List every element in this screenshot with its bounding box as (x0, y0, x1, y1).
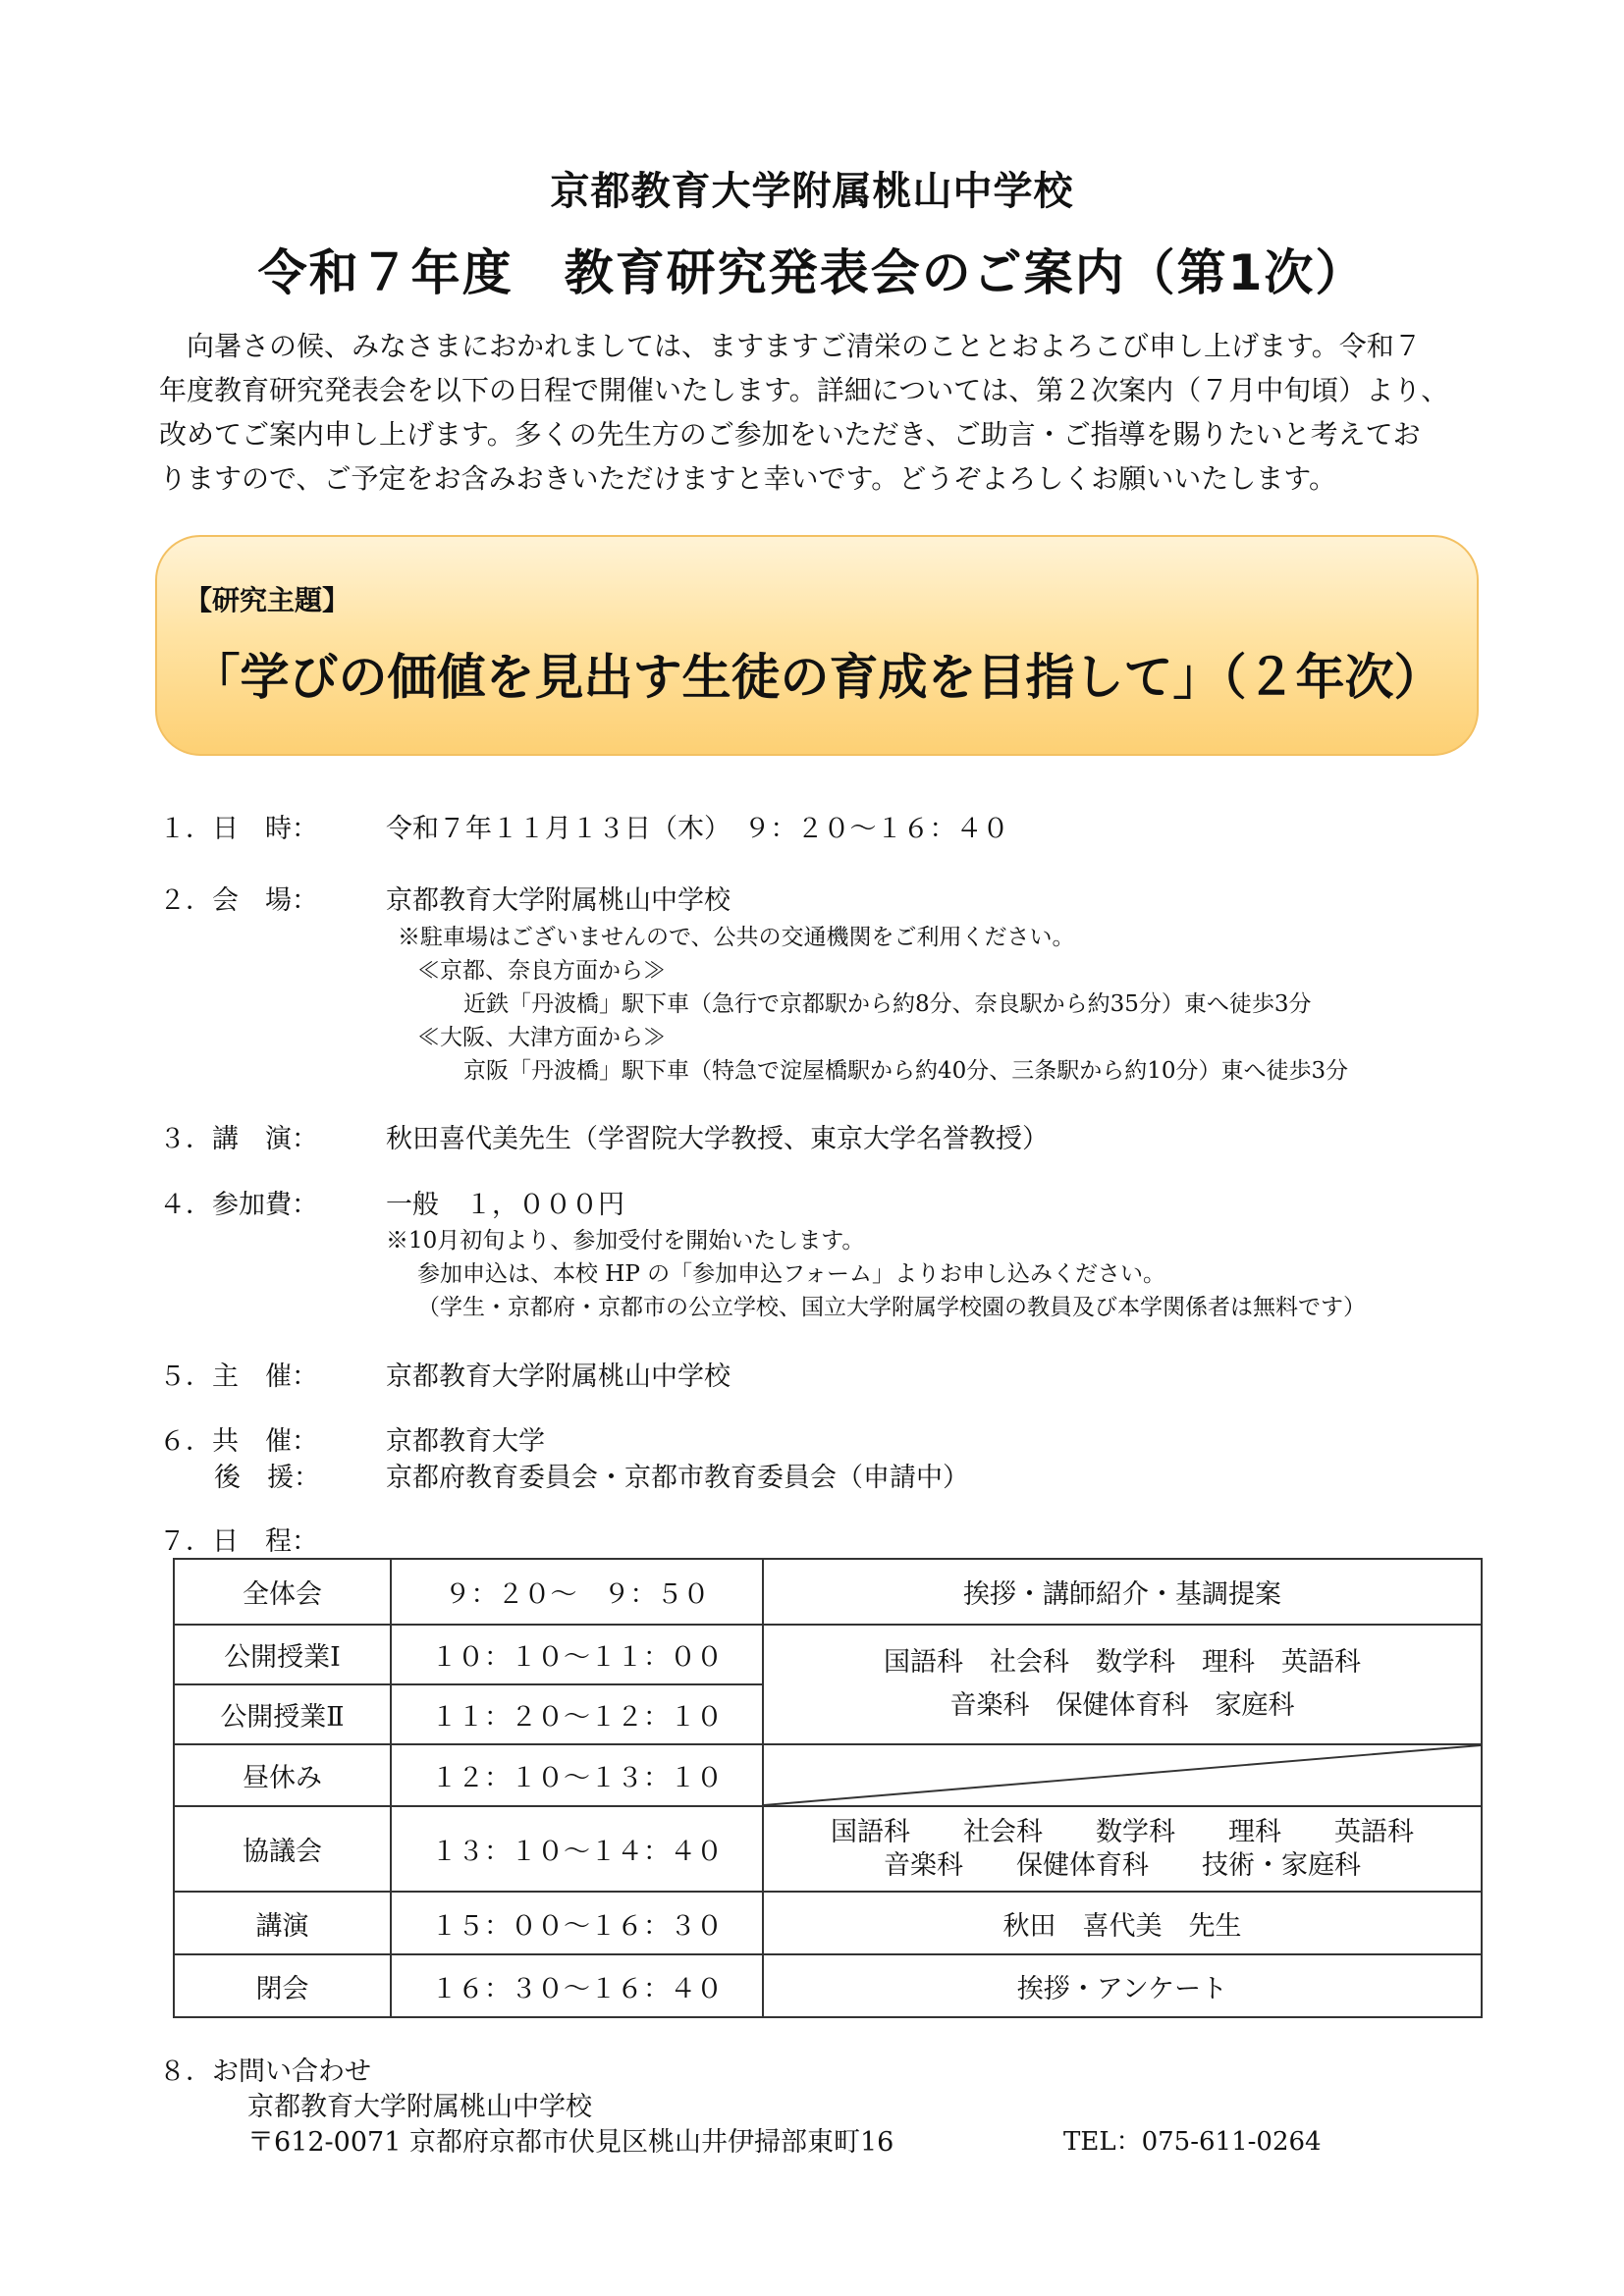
table-row (174, 1625, 1482, 1684)
lecture-heading: ３．講 演： (159, 1124, 318, 1154)
contact-address: 〒612-0071 京都府京都市伏見区桃山井伊掃部東町16 (247, 2127, 894, 2158)
session-content: 挨拶・アンケート (763, 1954, 1482, 2017)
fee-value: 一般 １，０００円 (386, 1190, 624, 1220)
intro-line: 向暑さの候、みなさまにおかれましては、ますますご清栄のこととおよろこび申し上げます。令和７ (159, 330, 1422, 362)
session-content: 挨拶・講師紹介・基調提案 (763, 1559, 1482, 1625)
session-name: 昼休み (174, 1744, 391, 1806)
session-time: ９：２０～ ９：５０ (391, 1559, 763, 1625)
intro-paragraph (159, 324, 1475, 501)
lecture-value: 秋田喜代美先生（学習院大学教授、東京大学名誉教授） (386, 1124, 1049, 1154)
fee-note: ※10月初旬より、参加受付を開始いたします。 (386, 1228, 865, 1254)
date-value: 令和７年１１月１３日（木） ９：２０～１６：４０ (386, 814, 1009, 844)
venue-heading: ２．会 場： (159, 885, 318, 916)
lunch-empty-cell (763, 1744, 1482, 1806)
session-name: 協議会 (174, 1806, 391, 1892)
session-time: １２：１０～１３：１０ (391, 1744, 763, 1806)
contact-name: 京都教育大学附属桃山中学校 (247, 2092, 592, 2122)
session-content: 秋田 喜代美 先生 (763, 1892, 1482, 1954)
venue-value: 京都教育大学附属桃山中学校 (386, 885, 731, 916)
school-name: 京都教育大学附属桃山中学校 (550, 169, 1074, 214)
schedule-table (173, 1558, 1483, 2018)
host-heading: ５．主 催： (159, 1362, 318, 1392)
open-class-subjects (763, 1625, 1482, 1744)
contact-heading: ８．お問い合わせ (159, 2056, 371, 2087)
intro-line: りますので、ご予定をお含みおきいただけますと幸いです。どうぞよろしくお願いいたします。 (159, 462, 1336, 495)
intro-line: 改めてご案内申し上げます。多くの先生方のご参加をいただき、ご助言・ご指導を賜りたいと考えてお (159, 418, 1421, 451)
venue-note: ≪京都、奈良方面から≫ (417, 958, 666, 984)
session-name: 全体会 (174, 1559, 391, 1625)
session-name: 閉会 (174, 1954, 391, 2017)
cohost-heading: ６．共 催： (159, 1426, 318, 1457)
subjects-line: 音楽科 保健体育科 技術・家庭科 (884, 1849, 1361, 1881)
fee-heading: ４．参加費： (159, 1190, 318, 1220)
host-value: 京都教育大学附属桃山中学校 (386, 1362, 731, 1392)
session-name: 公開授業Ⅰ (174, 1625, 391, 1684)
venue-note: 近鉄「丹波橋」駅下車（急行で京都駅から約8分、奈良駅から約35分）東へ徒歩3分 (463, 991, 1312, 1017)
session-time: １０：１０～１１：００ (391, 1625, 763, 1684)
support-value: 京都府教育委員会・京都市教育委員会（申請中） (386, 1463, 969, 1493)
fee-note: （学生・京都府・京都市の公立学校、国立大学附属学校園の教員及び本学関係者は無料です） (417, 1295, 1366, 1320)
table-row (174, 1806, 1482, 1892)
table-row (174, 1559, 1482, 1625)
support-heading: 後 援： (214, 1463, 320, 1493)
session-name: 公開授業Ⅱ (174, 1684, 391, 1744)
table-row (174, 1954, 1482, 2017)
page-title: 令和７年度 教育研究発表会のご案内（第1次） (257, 244, 1367, 301)
venue-note: 京阪「丹波橋」駅下車（特急で淀屋橋駅から約40分、三条駅から約10分）東へ徒歩3分 (463, 1058, 1349, 1084)
theme-text: 「学びの価値を見出す生徒の育成を目指して」（２年次） (190, 649, 1443, 706)
session-name: 講演 (174, 1892, 391, 1954)
session-time: １５：００～１６：３０ (391, 1892, 763, 1954)
schedule-heading: ７．日 程： (159, 1526, 318, 1557)
diagonal-line (764, 1745, 1481, 1805)
subjects-line: 音楽科 保健体育科 家庭科 (949, 1690, 1295, 1721)
fee-note: 参加申込は、本校 HP の「参加申込フォーム」よりお申し込みください。 (417, 1261, 1166, 1287)
theme-label: 【研究主題】 (185, 584, 351, 616)
council-subjects (763, 1806, 1482, 1892)
contact-tel: TEL：075-611-0264 (1063, 2127, 1322, 2157)
venue-note: ※駐車場はございませんので、公共の交通機関をご利用ください。 (398, 925, 1075, 950)
cohost-value: 京都教育大学 (386, 1426, 545, 1457)
session-time: １３：１０～１４：４０ (391, 1806, 763, 1892)
table-row (174, 1892, 1482, 1954)
venue-note: ≪大阪、大津方面から≫ (417, 1025, 666, 1050)
subjects-line: 国語科 社会科 数学科 理科 英語科 (831, 1816, 1414, 1847)
session-time: １６：３０～１６：４０ (391, 1954, 763, 2017)
intro-line: 年度教育研究発表会を以下の日程で開催いたします。詳細については、第２次案内（７月中旬頃）より、 (159, 374, 1449, 406)
date-heading: １．日 時： (159, 814, 318, 844)
session-time: １１：２０～１２：１０ (391, 1684, 763, 1744)
table-row (174, 1744, 1482, 1806)
subjects-line: 国語科 社会科 数学科 理科 英語科 (884, 1647, 1361, 1678)
